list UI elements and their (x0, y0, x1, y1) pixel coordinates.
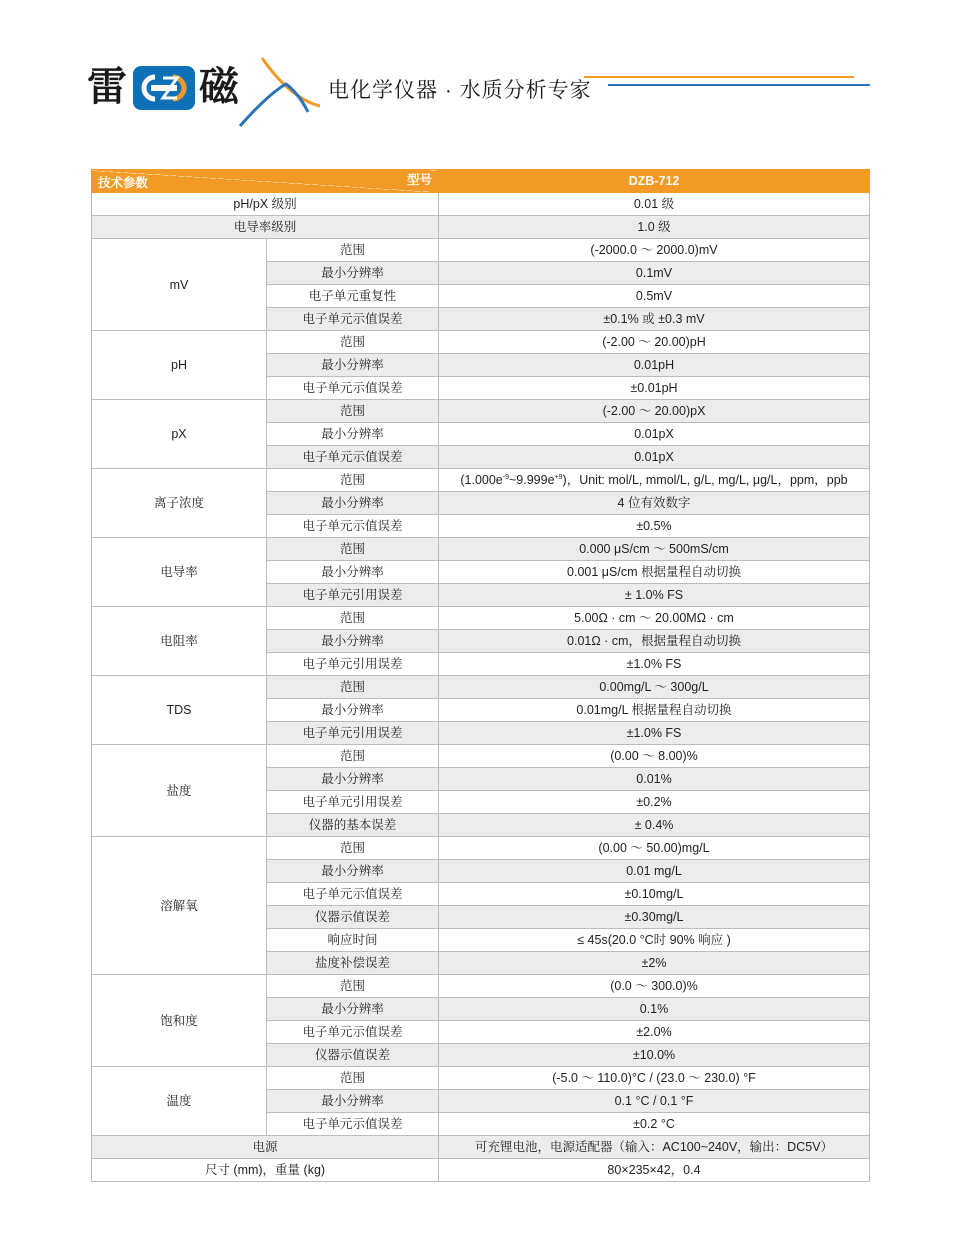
group-name: 温度 (92, 1067, 267, 1136)
param-label: 电子单元示值误差 (267, 446, 439, 469)
table-row (92, 607, 870, 630)
group-name: pX (92, 400, 267, 469)
param-value: ±2.0% (439, 1021, 870, 1044)
param-value: ≤ 45s(20.0 °C时 90% 响应 ) (439, 929, 870, 952)
param-label: 电子单元示值误差 (267, 883, 439, 906)
param-label: 仪器示值误差 (267, 906, 439, 929)
group-name: 离子浓度 (92, 469, 267, 538)
table-row (92, 216, 870, 239)
param-label: 仪器示值误差 (267, 1044, 439, 1067)
param-label: 电子单元引用误差 (267, 791, 439, 814)
param-value: (0.0 ～ 300.0)% (439, 975, 870, 998)
table-row (92, 331, 870, 354)
param-value: ±0.30mg/L (439, 906, 870, 929)
param-value: 0.01pX (439, 423, 870, 446)
param-value: ±0.01pH (439, 377, 870, 400)
row-value: 80×235×42，0.4 (439, 1159, 870, 1182)
param-label: 电子单元示值误差 (267, 1113, 439, 1136)
param-label: 盐度补偿误差 (267, 952, 439, 975)
param-label: 电子单元示值误差 (267, 515, 439, 538)
param-value: ±10.0% (439, 1044, 870, 1067)
param-value: 0.01mg/L 根据量程自动切换 (439, 699, 870, 722)
param-label: 最小分辨率 (267, 492, 439, 515)
param-label: 范围 (267, 469, 439, 492)
group-name: TDS (92, 676, 267, 745)
param-value: 4 位有效数字 (439, 492, 870, 515)
param-label: 最小分辨率 (267, 1090, 439, 1113)
param-label: 仪器的基本误差 (267, 814, 439, 837)
group-name: 溶解氧 (92, 837, 267, 975)
table-row (92, 676, 870, 699)
row-label: pH/pX 级别 (92, 193, 439, 216)
param-label: 范围 (267, 607, 439, 630)
table-row (92, 400, 870, 423)
brand-logo-icon (133, 66, 195, 110)
param-value: 0.000 μS/cm ～ 500mS/cm (439, 538, 870, 561)
param-value: ±0.10mg/L (439, 883, 870, 906)
param-label: 范围 (267, 239, 439, 262)
param-label: 响应时间 (267, 929, 439, 952)
table-row (92, 469, 870, 492)
param-label: 范围 (267, 538, 439, 561)
param-label: 电子单元引用误差 (267, 584, 439, 607)
param-value: ±1.0% FS (439, 653, 870, 676)
param-value: (-2.00 ～ 20.00)pX (439, 400, 870, 423)
table-row (92, 193, 870, 216)
param-value: ± 1.0% FS (439, 584, 870, 607)
param-label: 范围 (267, 331, 439, 354)
param-value: (-2.00 ～ 20.00)pH (439, 331, 870, 354)
param-label: 电子单元重复性 (267, 285, 439, 308)
param-label: 最小分辨率 (267, 699, 439, 722)
page-header (0, 0, 960, 140)
table-row (92, 239, 870, 262)
param-value: 0.00mg/L ～ 300g/L (439, 676, 870, 699)
group-name: mV (92, 239, 267, 331)
table-row (92, 1136, 870, 1159)
param-value: 0.01pH (439, 354, 870, 377)
param-value: (0.00 ～ 50.00)mg/L (439, 837, 870, 860)
param-label: 电子单元示值误差 (267, 377, 439, 400)
param-label: 最小分辨率 (267, 354, 439, 377)
param-value: ±0.1% 或 ±0.3 mV (439, 308, 870, 331)
param-label: 电子单元示值误差 (267, 1021, 439, 1044)
brand-mark-icon (133, 66, 195, 110)
param-value: 0.01% (439, 768, 870, 791)
row-value: 0.01 级 (439, 193, 870, 216)
param-value: ± 0.4% (439, 814, 870, 837)
row-value: 1.0 级 (439, 216, 870, 239)
header-model-label: 型号 (406, 173, 432, 187)
param-value: ±2% (439, 952, 870, 975)
group-name: 盐度 (92, 745, 267, 837)
param-label: 范围 (267, 975, 439, 998)
row-label: 电源 (92, 1136, 439, 1159)
param-value: 0.1mV (439, 262, 870, 285)
group-name: 电导率 (92, 538, 267, 607)
param-value: 0.01 mg/L (439, 860, 870, 883)
param-label: 最小分辨率 (267, 561, 439, 584)
row-label: 尺寸 (mm)，重量 (kg) (92, 1159, 439, 1182)
param-value: ±0.2 °C (439, 1113, 870, 1136)
ion-range-c: )，Unit: mol/L, mmol/L, g/L, mg/L, μg/L，ppm，ppb (562, 473, 848, 487)
param-label: 电子单元示值误差 (267, 308, 439, 331)
table-row (92, 745, 870, 768)
param-value: 0.1% (439, 998, 870, 1021)
brand-swoosh-icon (236, 56, 322, 128)
param-label: 最小分辨率 (267, 630, 439, 653)
spec-table-header (92, 170, 870, 193)
table-row (92, 1159, 870, 1182)
param-label: 电子单元引用误差 (267, 722, 439, 745)
header-param-label: 技术参数 (98, 176, 149, 190)
header-model-value: DZB-712 (439, 170, 870, 193)
param-label: 最小分辨率 (267, 998, 439, 1021)
param-label: 范围 (267, 676, 439, 699)
param-label: 最小分辨率 (267, 768, 439, 791)
group-name: 电阻率 (92, 607, 267, 676)
ion-range-a: (1.000e (460, 473, 503, 487)
param-label: 范围 (267, 745, 439, 768)
brand-char-lei: 雷 (87, 65, 127, 109)
table-row (92, 975, 870, 998)
param-value: (-5.0 ～ 110.0)°C / (23.0 ～ 230.0) °F (439, 1067, 870, 1090)
header-rule-blue (608, 84, 870, 86)
table-row (92, 837, 870, 860)
table-row (92, 1067, 870, 1090)
param-value: 0.01pX (439, 446, 870, 469)
param-value: 0.01Ω · cm，根据量程自动切换 (439, 630, 870, 653)
brand-slogan: 电化学仪器 · 水质分析专家 (328, 79, 592, 102)
group-name: pH (92, 331, 267, 400)
param-label: 范围 (267, 837, 439, 860)
param-label: 范围 (267, 1067, 439, 1090)
brand-char-ci: 磁 (199, 65, 239, 109)
param-value: ±0.2% (439, 791, 870, 814)
param-value: (-2000.0 ～ 2000.0)mV (439, 239, 870, 262)
header-rule-orange (584, 76, 854, 78)
ion-range-a-exp: -9 (502, 473, 509, 481)
param-value: 0.1 °C / 0.1 °F (439, 1090, 870, 1113)
param-label: 范围 (267, 400, 439, 423)
spec-table (91, 169, 870, 1182)
ion-range-b-exp: +9 (554, 473, 563, 481)
param-value: (0.00 ～ 8.00)% (439, 745, 870, 768)
param-value: 0.001 μS/cm 根据量程自动切换 (439, 561, 870, 584)
header-diagonal-cell (92, 170, 439, 193)
param-label: 最小分辨率 (267, 860, 439, 883)
param-label: 最小分辨率 (267, 423, 439, 446)
param-value: ±0.5% (439, 515, 870, 538)
param-value: ±1.0% FS (439, 722, 870, 745)
row-label: 电导率级别 (92, 216, 439, 239)
param-label: 最小分辨率 (267, 262, 439, 285)
group-name: 饱和度 (92, 975, 267, 1067)
table-row (92, 538, 870, 561)
param-label: 电子单元引用误差 (267, 653, 439, 676)
param-value: 0.5mV (439, 285, 870, 308)
param-value: 5.00Ω · cm ～ 20.00MΩ · cm (439, 607, 870, 630)
ion-range-b: ~9.999e (509, 473, 555, 487)
param-value (439, 469, 870, 492)
row-value: 可充锂电池，电源适配器（输入：AC100~240V，输出：DC5V） (439, 1136, 870, 1159)
